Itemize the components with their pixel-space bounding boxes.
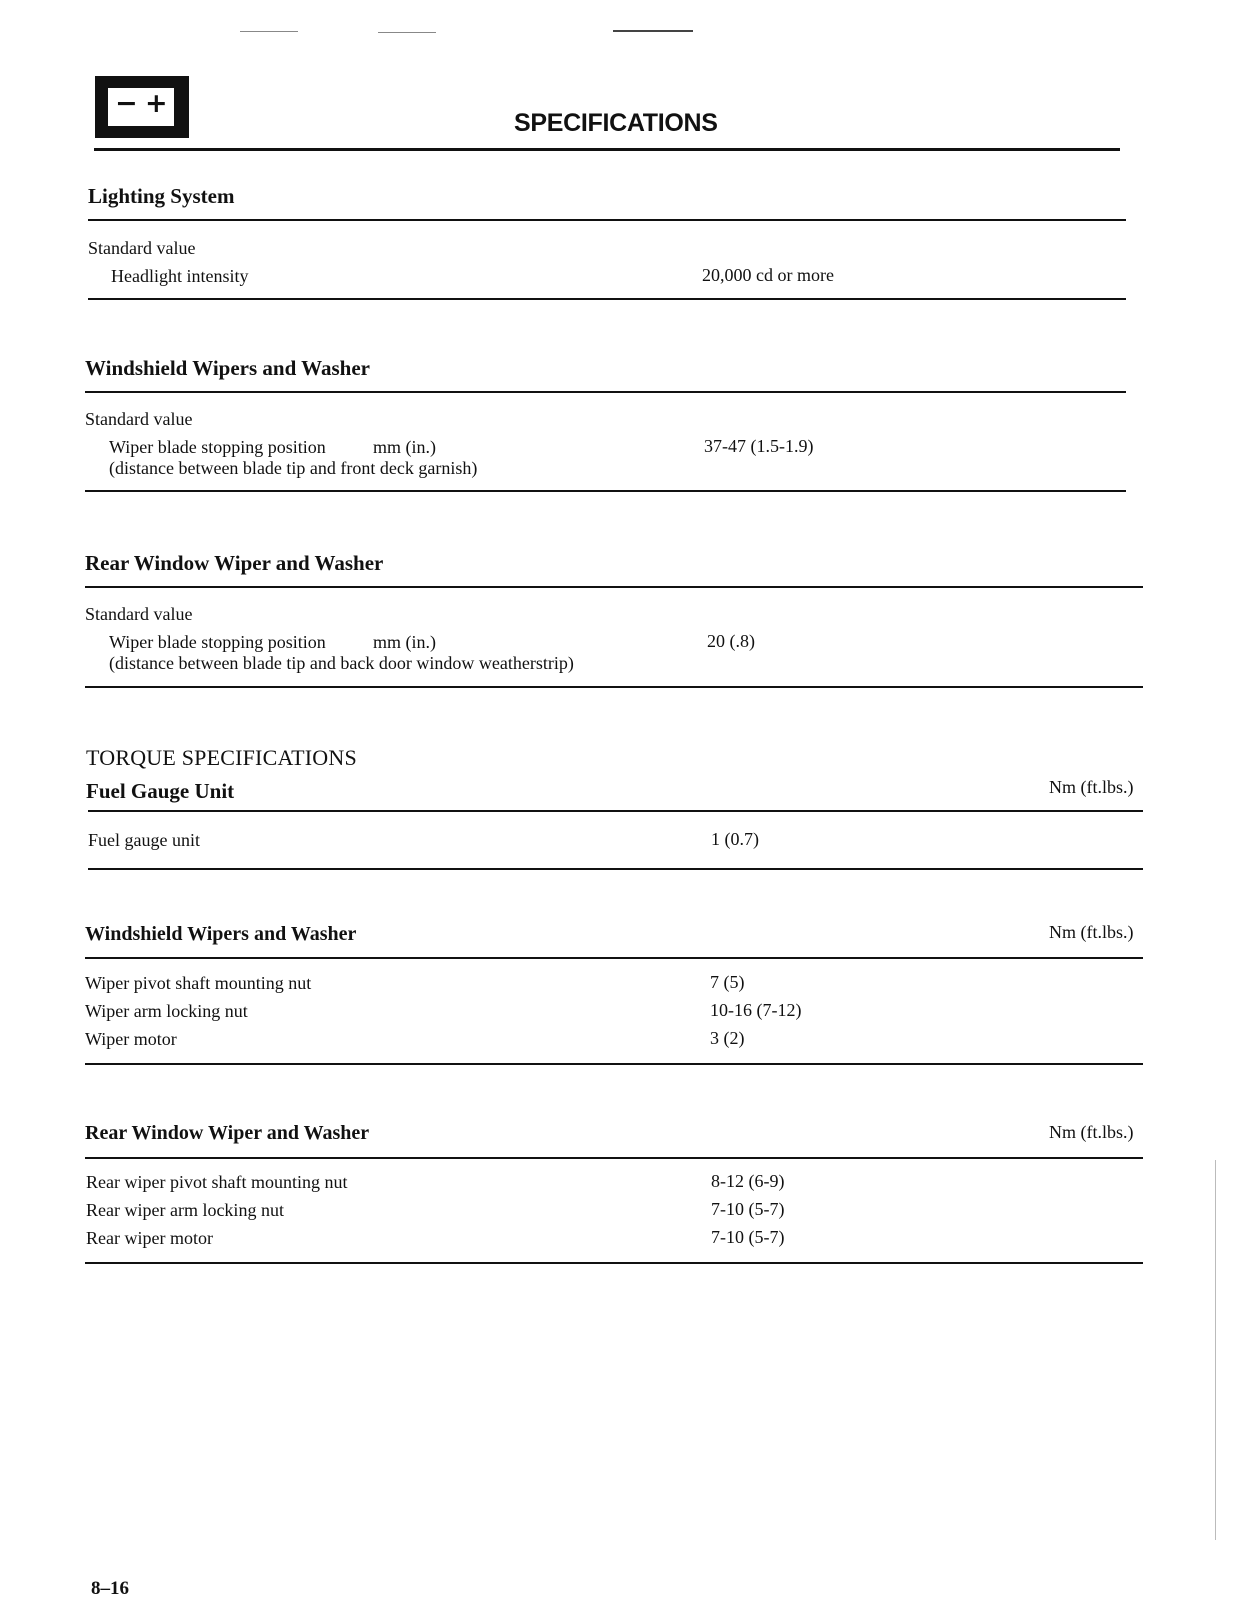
fuel-gauge-bottom-rule <box>88 868 1143 870</box>
lighting-top-rule <box>88 219 1126 221</box>
rear-window-section-title: Rear Window Wiper and Washer <box>85 551 384 575</box>
battery-icon <box>95 76 189 138</box>
fuel-gauge-top-rule <box>88 810 1143 812</box>
torque-row-label: Rear wiper pivot shaft mounting nut <box>86 1172 348 1192</box>
top-scan-mark <box>613 30 693 32</box>
torque-row-label: Wiper arm locking nut <box>85 1001 248 1021</box>
rear-window-group-label: Standard value <box>85 604 193 624</box>
torque-row-value: 10-16 (7-12) <box>710 1000 802 1020</box>
windshield-stop-position-label: Wiper blade stopping position <box>109 437 326 457</box>
torque-rear-bottom-rule <box>85 1262 1143 1264</box>
lighting-bottom-rule <box>88 298 1126 300</box>
windshield-stop-position-value: 37-47 (1.5-1.9) <box>704 436 814 456</box>
windshield-section-title: Windshield Wipers and Washer <box>85 356 370 380</box>
top-scan-mark <box>378 32 436 33</box>
windshield-stop-position-note: (distance between blade tip and front deck garnish) <box>109 458 478 478</box>
page-number: 8–16 <box>91 1578 129 1599</box>
torque-row-label: Wiper pivot shaft mounting nut <box>85 973 312 993</box>
rear-window-stop-position-note: (distance between blade tip and back door window weatherstrip) <box>109 653 574 673</box>
lighting-section-title: Lighting System <box>88 184 235 208</box>
plus-icon: + <box>145 88 168 119</box>
windshield-stop-position-unit: mm (in.) <box>373 437 436 457</box>
torque-windshield-bottom-rule <box>85 1063 1143 1065</box>
torque-windshield-section-title: Windshield Wipers and Washer <box>85 923 357 945</box>
torque-row-value: 7-10 (5-7) <box>711 1199 785 1219</box>
torque-row-value: 3 (2) <box>710 1028 745 1048</box>
torque-row-value: 8-12 (6-9) <box>711 1171 785 1191</box>
torque-heading: TORQUE SPECIFICATIONS <box>86 745 357 770</box>
torque-row-label: Wiper motor <box>85 1029 177 1049</box>
right-edge-scan-mark <box>1215 1160 1216 1540</box>
torque-row-label: Rear wiper arm locking nut <box>86 1200 284 1220</box>
headlight-intensity-label: Headlight intensity <box>111 266 249 286</box>
battery-icon-face <box>108 88 174 126</box>
lighting-group-label: Standard value <box>88 238 196 258</box>
rear-window-top-rule <box>85 586 1143 588</box>
windshield-group-label: Standard value <box>85 409 193 429</box>
torque-rear-top-rule <box>85 1157 1143 1159</box>
torque-rear-section-title: Rear Window Wiper and Washer <box>85 1122 370 1144</box>
torque-windshield-top-rule <box>85 957 1143 959</box>
headlight-intensity-value: 20,000 cd or more <box>702 265 834 285</box>
torque-windshield-unit-header: Nm (ft.lbs.) <box>1049 922 1134 942</box>
rear-window-stop-position-label: Wiper blade stopping position <box>109 632 326 652</box>
torque-row-label: Rear wiper motor <box>86 1228 213 1248</box>
rear-window-bottom-rule <box>85 686 1143 688</box>
rear-window-stop-position-value: 20 (.8) <box>707 631 755 651</box>
torque-row-value: 7 (5) <box>710 972 745 992</box>
rear-window-stop-position-unit: mm (in.) <box>373 632 436 652</box>
page-title: SPECIFICATIONS <box>514 109 718 137</box>
windshield-bottom-rule <box>85 490 1126 492</box>
torque-row-label: Fuel gauge unit <box>88 830 200 850</box>
fuel-gauge-unit-header: Nm (ft.lbs.) <box>1049 777 1134 797</box>
torque-rear-unit-header: Nm (ft.lbs.) <box>1049 1122 1134 1142</box>
fuel-gauge-section-title: Fuel Gauge Unit <box>86 779 235 803</box>
top-scan-mark <box>240 31 298 32</box>
minus-icon: − <box>115 88 138 119</box>
torque-row-value: 7-10 (5-7) <box>711 1227 785 1247</box>
torque-row-value: 1 (0.7) <box>711 829 759 849</box>
windshield-top-rule <box>85 391 1126 393</box>
header-rule <box>94 148 1120 151</box>
